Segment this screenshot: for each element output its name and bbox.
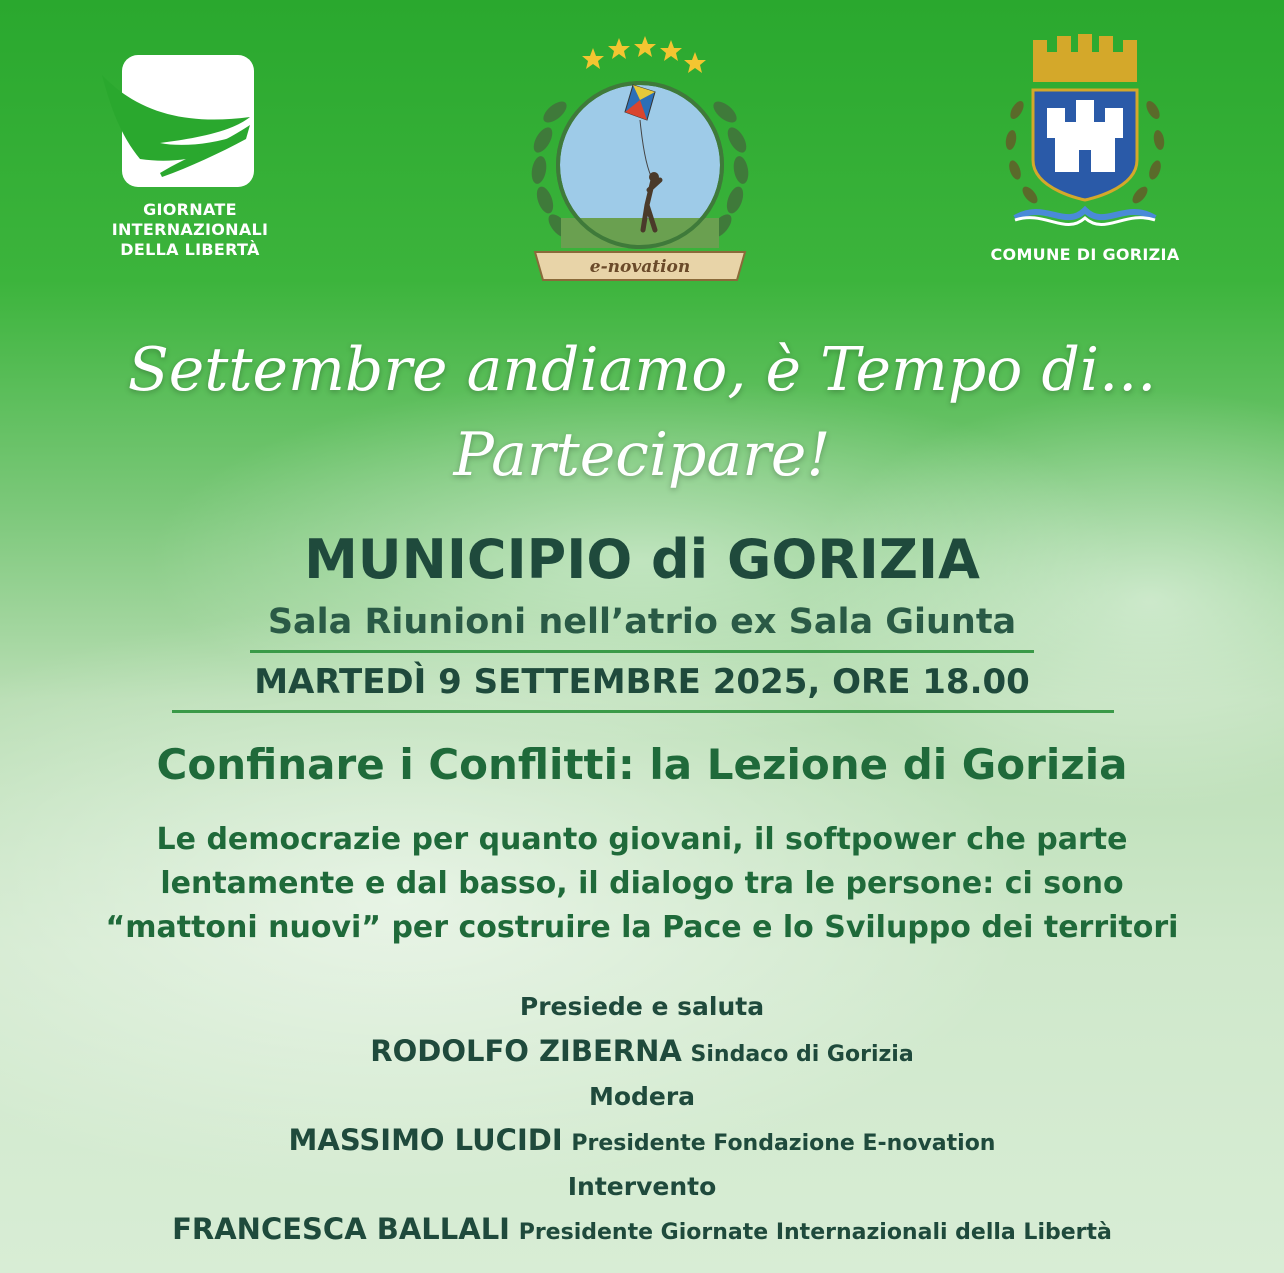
event-topic: Confinare i Conflitti: la Lezione di Gorizia (156, 740, 1128, 789)
person1-title: Sindaco di Gorizia (690, 1042, 914, 1067)
program-role1: Presiede e saluta (519, 992, 765, 1021)
program-person1 (0, 1034, 1284, 1068)
person1-name: RODOLFO ZIBERNA (370, 1034, 682, 1068)
venue-title: MUNICIPIO di GORIZIA (304, 528, 980, 591)
person3-name: FRANCESCA BALLALI (172, 1212, 510, 1246)
person2-title: Presidente Fondazione E-novation (571, 1131, 996, 1156)
description-line1: Le democrazie per quanto giovani, il softpower che parte (156, 822, 1128, 857)
dove-icon (100, 55, 280, 195)
description-line3: “mattoni nuovi” per costruire la Pace e lo Sviluppo dei territori (105, 910, 1179, 945)
program-role3: Intervento (567, 1172, 717, 1201)
enovation-logo (515, 30, 765, 290)
person3-title: Presidente Giornate Internazionali della Libertà (518, 1220, 1112, 1245)
gil-line3: DELLA LIBERTÀ (120, 240, 260, 259)
gorizia-label: COMUNE DI GORIZIA (990, 245, 1180, 264)
divider-top (250, 650, 1034, 653)
tagline-line1: Settembre andiamo, è Tempo di... (127, 335, 1157, 405)
event-description (0, 818, 1284, 950)
person2-name: MASSIMO LUCIDI (288, 1123, 563, 1157)
venue-room: Sala Riunioni nell’atrio ex Sala Giunta (267, 602, 1017, 642)
program-person3 (0, 1212, 1284, 1246)
gil-logo (100, 55, 280, 270)
event-date: MARTEDÌ 9 SETTEMBRE 2025, ORE 18.00 (254, 662, 1030, 702)
program-person2 (0, 1123, 1284, 1157)
tagline-line2: Partecipare! (453, 420, 831, 490)
gil-line2: INTERNAZIONALI (111, 220, 269, 239)
gil-line1: GIORNATE (143, 200, 237, 219)
gorizia-logo (975, 30, 1195, 270)
coat-of-arms-icon (975, 30, 1195, 230)
svg-text:e-novation: e-novation (589, 257, 691, 277)
program-role2: Modera (588, 1082, 696, 1111)
kite-wreath-icon (515, 30, 765, 290)
divider-bottom (172, 710, 1114, 713)
description-line2: lentamente e dal basso, il dialogo tra le persone: ci sono (160, 866, 1124, 901)
